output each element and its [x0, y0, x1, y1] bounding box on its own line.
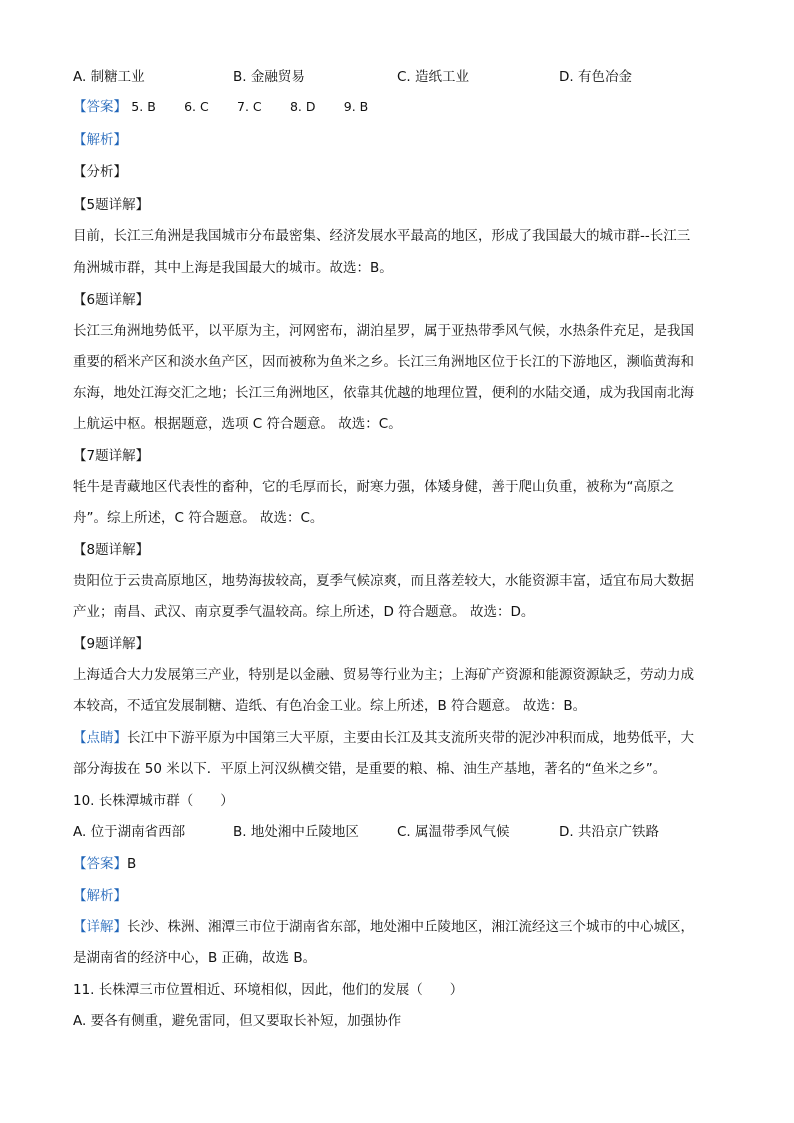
answer-item: 8. D — [289, 99, 316, 114]
detail-7-label: 【7题详解】 — [73, 448, 150, 464]
option-a: A. 要各有侧重，避免雷同，但又要取长补短，加强协作 — [73, 1013, 402, 1029]
detail-8-label: 【8题详解】 — [73, 542, 150, 558]
detail-5-line: 角洲城市群，其中上海是我国最大的城市。故选：B。 — [73, 260, 393, 276]
answer-row — [73, 97, 723, 117]
detail-6-line: 长江三角洲地势低平，以平原为主，河网密布，湖泊星罗，属于亚热带季风气候，水热条件充足，是我国 — [73, 323, 694, 339]
detail-8-line: 产业；南昌、武汉、南京夏季气温较高。综上所述，D 符合题意。 故选：D。 — [73, 604, 535, 620]
dianjing-text: 长江中下游平原为中国第三大平原，主要由长江及其支流所夹带的泥沙冲积而成，地势低平，大 — [127, 730, 694, 746]
answer-label: 【答案】 — [73, 99, 127, 115]
detail-9-line: 本较高，不适宜发展制糖、造纸、有色冶金工业。综上所述，B 符合题意。 故选：B。 — [73, 698, 587, 714]
option-c: C. 属温带季风气候 — [397, 824, 510, 840]
detail-9-label: 【9题详解】 — [73, 636, 150, 652]
detail-6-line: 重要的稻米产区和淡水鱼产区，因而被称为鱼米之乡。长江三角洲地区位于长江的下游地区，濒临黄海和 — [73, 354, 694, 370]
detail-label: 【详解】 — [73, 919, 127, 935]
detail-7-line: 牦牛是青藏地区代表性的畜种，它的毛厚而长，耐寒力强，体矮身健，善于爬山负重，被称为“高原之 — [73, 479, 674, 495]
detail-6-line: 东海，地处江海交汇之地；长江三角洲地区，依靠其优越的地理位置，便利的水陆交通，成为我国南北海 — [73, 385, 694, 401]
option-a: A. 制糖工业 — [73, 69, 145, 85]
detail-10-line — [73, 917, 723, 937]
option-d: D. 有色冶金 — [559, 69, 632, 85]
fenxi-label: 【分析】 — [73, 164, 127, 180]
dianjing-line — [73, 728, 723, 748]
option-c: C. 造纸工业 — [397, 69, 470, 85]
detail-5-line: 目前，长江三角洲是我国城市分布最密集、经济发展水平最高的地区，形成了我国最大的城市群--长江三 — [73, 228, 691, 244]
question-10-stem: 10. 长株潭城市群（ ） — [73, 793, 234, 809]
dianjing-label: 【点睛】 — [73, 730, 127, 746]
answer-item: 9. B — [343, 99, 369, 114]
answer-label: 【答案】 — [73, 856, 127, 872]
detail-10-line: 是湖南省的经济中心，B 正确，故选 B。 — [73, 950, 317, 966]
analysis-label: 【解析】 — [73, 132, 127, 148]
answer-value: B — [127, 856, 137, 872]
detail-6-line: 上航运中枢。根据题意，选项 C 符合题意。 故选：C。 — [73, 416, 402, 432]
analysis-label: 【解析】 — [73, 888, 127, 904]
option-d: D. 共沿京广铁路 — [559, 824, 659, 840]
detail-text: 长沙、株洲、湘潭三市位于湖南省东部，地处湘中丘陵地区，湘江流经这三个城市的中心城区， — [127, 919, 694, 935]
option-b: B. 金融贸易 — [233, 69, 305, 85]
dianjing-line: 部分海拔在 50 米以下．平原上河汉纵横交错，是重要的粮、棉、油生产基地，著名的“鱼米之乡”。 — [73, 761, 667, 777]
answer-row — [73, 854, 723, 874]
answer-item: 5. B — [131, 99, 156, 114]
detail-6-label: 【6题详解】 — [73, 292, 150, 308]
detail-7-line: 舟”。综上所述，C 符合题意。 故选：C。 — [73, 510, 324, 526]
question-11-stem: 11. 长株潭三市位置相近、环境相似，因此，他们的发展（ ） — [73, 982, 464, 998]
option-b: B. 地处湘中丘陵地区 — [233, 824, 359, 840]
answer-item: 6. C — [184, 99, 209, 114]
detail-8-line: 贵阳位于云贵高原地区，地势海拔较高，夏季气候凉爽，而且落差较大，水能资源丰富，适宜布局大数据 — [73, 573, 694, 589]
detail-9-line: 上海适合大力发展第三产业，特别是以金融、贸易等行业为主；上海矿产资源和能源资源缺乏，劳动力成 — [73, 667, 694, 683]
option-a: A. 位于湖南省西部 — [73, 824, 186, 840]
answer-item: 7. C — [237, 99, 262, 114]
detail-5-label: 【5题详解】 — [73, 197, 150, 213]
